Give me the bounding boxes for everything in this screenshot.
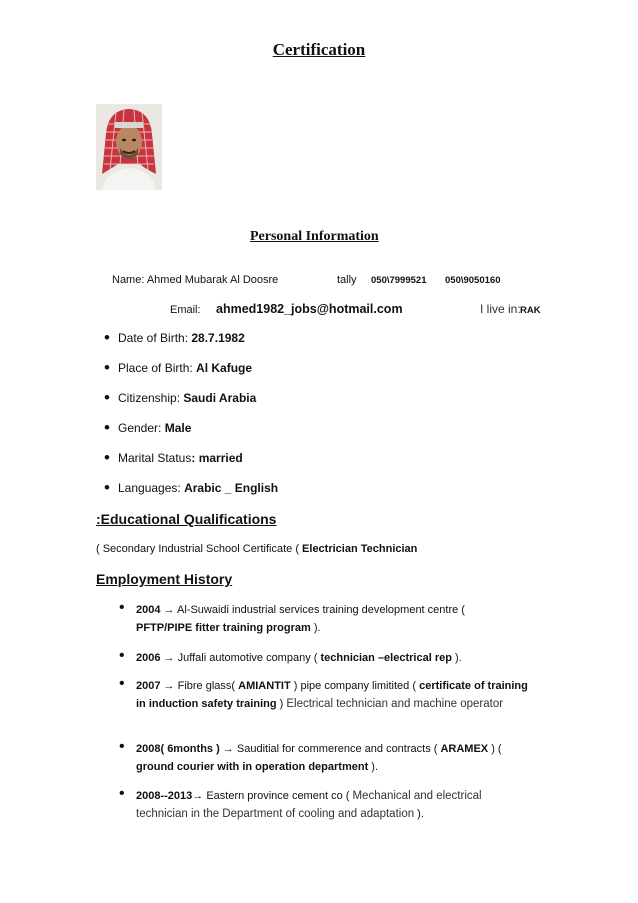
employment-item-2007: • 2007 → Fibre glass( AMIANTIT ) pipe company limitited ( certificate of training in induction safety training ) Electrical technician and machine operator bbox=[136, 677, 536, 713]
detail-date-of-birth: • Date of Birth: 28.7.1982 bbox=[118, 331, 245, 345]
employment-item-2006: • 2006 → Juffali automotive company ( technician –electrical rep ). bbox=[136, 649, 536, 667]
employment-item-2008-2013: • 2008--2013→ Eastern province cement co ( Mechanical and electrical technician in the Department of cooling and adaptation ). bbox=[136, 787, 536, 823]
document-title: Certification bbox=[272, 40, 366, 59]
detail-place-of-birth: • Place of Birth: Al Kafuge bbox=[118, 361, 252, 375]
employment-item-2008-aramex: • 2008( 6months ) → Sauditial for commerence and contracts ( ARAMEX ) ( ground courier with in operation department ). bbox=[136, 740, 536, 776]
detail-marital-status: • Marital Status: married bbox=[118, 451, 243, 465]
email-label: Email: bbox=[170, 304, 201, 316]
profile-photo bbox=[96, 104, 162, 190]
education-heading: :Educational Qualifications bbox=[96, 511, 277, 527]
person-portrait-icon bbox=[96, 104, 162, 190]
personal-information-heading: Personal Information bbox=[250, 229, 379, 244]
email-address: ahmed1982_jobs@hotmail.com bbox=[216, 302, 403, 316]
employment-heading: Employment History bbox=[96, 571, 233, 587]
employment-item-2004: • 2004 → Al-Suwaidi industrial services training development centre ( PFTP/PIPE fitter training program ). bbox=[136, 601, 536, 637]
detail-languages: • Languages: Arabic _ English bbox=[118, 481, 278, 495]
live-in-label: I live in: bbox=[480, 302, 521, 316]
phone-number-2: 050\9050160 bbox=[445, 275, 501, 286]
detail-gender: • Gender: Male bbox=[118, 421, 191, 435]
education-line: ( Secondary Industrial School Certificate ( Electrician Technician bbox=[96, 543, 418, 555]
live-in-value: RAK bbox=[520, 305, 541, 316]
detail-citizenship: • Citizenship: Saudi Arabia bbox=[118, 391, 256, 405]
name-line: Name: Ahmed Mubarak Al Doosre bbox=[112, 274, 279, 286]
tally-label: tally bbox=[337, 274, 357, 286]
phone-number-1: 050\7999521 bbox=[371, 275, 427, 286]
